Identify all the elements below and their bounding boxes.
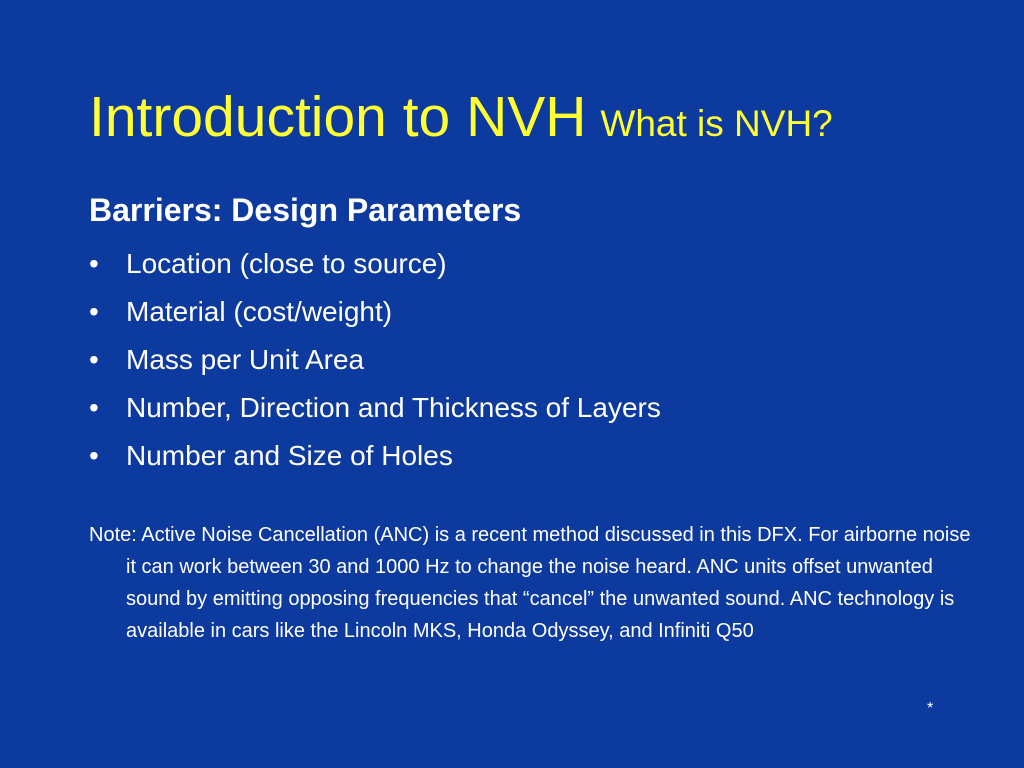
bullet-item [89,336,661,384]
bullet-text: Mass per Unit Area [126,344,365,375]
bullet-text: Number, Direction and Thickness of Layers [126,392,661,423]
bullet-list [89,240,661,480]
section-heading: Barriers: Design Parameters [89,192,522,228]
bullet-dot-icon: • [89,344,99,375]
bullet-dot-icon: • [89,440,99,471]
bullet-dot-icon: • [89,392,99,423]
bullet-item [89,240,661,288]
bullet-item [89,432,661,480]
title-main: Introduction to NVH [89,85,587,149]
note-paragraph: Note: Active Noise Cancellation (ANC) is a recent method discussed in this DFX. For airborne noise it can work between 30 and 1000 Hz to change the noise heard. ANC units offset unwanted sound by emitting opposing frequencies that “cancel” the unwanted sound. ANC technology is available in cars like the Lincoln MKS, Honda Odyssey, and Infiniti Q50 [89,524,971,642]
bullet-text: Number and Size of Holes [126,440,453,471]
bullet-item [89,384,661,432]
bullet-text: Material (cost/weight) [126,296,393,327]
bullet-dot-icon: • [89,248,99,279]
bullet-dot-icon: • [89,296,99,327]
bullet-text: Location (close to source) [126,248,447,279]
slide-footer-mark: * [927,700,934,717]
bullet-item [89,288,661,336]
title-subtitle: What is NVH? [600,103,833,144]
slide-title [89,82,833,152]
